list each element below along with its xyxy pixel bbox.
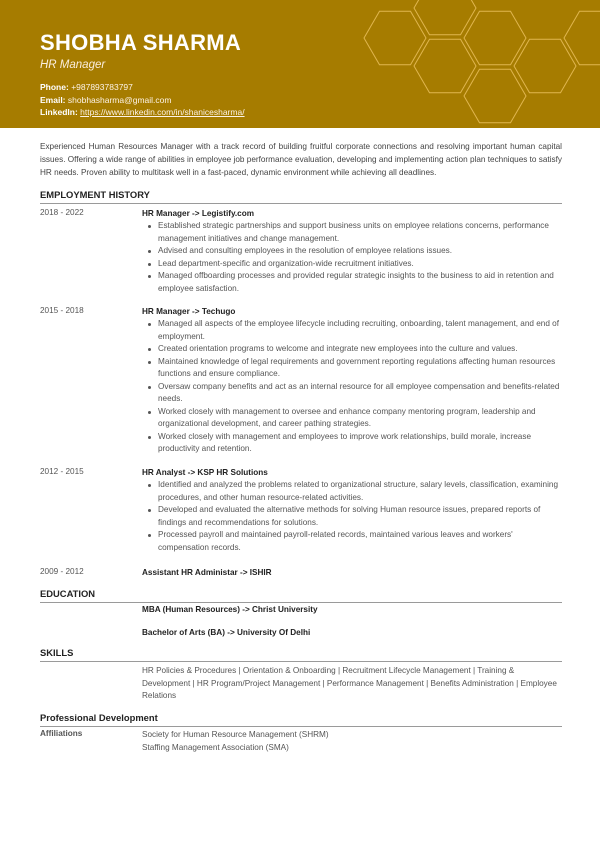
- degree: MBA (Human Resources) -> Christ University: [142, 605, 318, 614]
- affiliation-item: Staffing Management Association (SMA): [142, 742, 289, 752]
- phone-label: Phone:: [40, 82, 69, 92]
- bullet-item: Managed offboarding processes and provided regular strategic insights to the business to aid in retention and employee satisfaction.: [142, 270, 562, 295]
- job-title: HR Analyst -> KSP HR Solutions: [142, 468, 268, 477]
- bullet-item: Managed all aspects of the employee lifecycle including recruiting, onboarding, talent management, and end of employment.: [142, 318, 562, 343]
- job-title: HR Manager -> Legistify.com: [142, 209, 254, 218]
- bullet-item: Oversaw company benefits and act as an internal resource for all employee compensation and benefits-related needs.: [142, 381, 562, 406]
- bullet-item: Processed payroll and maintained payroll-related records, maintained various leaves and workers' compensation records.: [142, 529, 562, 554]
- professional-development-heading: Professional Development: [40, 712, 562, 727]
- phone-value: +987893783797: [71, 82, 133, 92]
- job-bullets: [142, 318, 562, 456]
- candidate-title: HR Manager: [40, 59, 106, 71]
- bullet-item: Identified and analyzed the problems related to organizational structure, salary levels, classification, examining procedures, and other human resource-related activities.: [142, 479, 562, 504]
- bullet-item: Worked closely with management and employees to improve work relationships, build morale, increase productivity and retention.: [142, 431, 562, 456]
- bullet-item: Established strategic partnerships and support business units on employee relations concerns, performance management initiatives and change management.: [142, 220, 562, 245]
- bullet-item: Lead department-specific and organization-wide recruitment initiatives.: [142, 258, 562, 271]
- job-bullets: [142, 220, 562, 295]
- candidate-name: SHOBHA SHARMA: [40, 30, 242, 55]
- affiliations-label: Affiliations: [40, 729, 83, 738]
- email-label: Email:: [40, 94, 66, 105]
- job-dates: 2009 - 2012: [40, 567, 84, 576]
- affiliation-item: Society for Human Resource Management (SHRM): [142, 730, 329, 739]
- skills-list: HR Policies & Procedures | Orientation & Onboarding | Recruitment Lifecycle Management | Training & Development | HR Program/Project Management | Performance Management | Benefits Administration | Employee Relations: [142, 666, 557, 700]
- job-title: HR Manager -> Techugo: [142, 307, 236, 316]
- linkedin-line: [40, 106, 245, 119]
- job-bullets: [142, 479, 562, 554]
- education-heading: EDUCATION: [40, 588, 562, 603]
- email-line: [40, 94, 245, 107]
- job-title: Assistant HR Administar -> ISHIR: [142, 568, 272, 577]
- skills-heading: SKILLS: [40, 647, 562, 662]
- professional-summary: Experienced Human Resources Manager with a track record of building fruitful corporate connections and resolving important human capital issues. Offering a wide range of abilities in employee job performance evaluation, developing and implementing action plan techniques to satisfy HR needs. Proven ability to multitask well in a fast-paced, dynamic environment while achieving all deadlines.: [40, 142, 562, 177]
- phone-line: [40, 81, 245, 94]
- bullet-item: Created orientation programs to welcome and integrate new employees into the culture and values.: [142, 343, 562, 356]
- employment-history-heading: EMPLOYMENT HISTORY: [40, 189, 562, 204]
- bullet-item: Worked closely with management to oversee and enhance company mentoring program, leadership and organizational development, and career pathing strategies.: [142, 406, 562, 431]
- email-value: shobhasharma@gmail.com: [67, 94, 172, 105]
- degree: Bachelor of Arts (BA) -> University Of Delhi: [142, 628, 311, 637]
- bullet-item: Advised and consulting employees in the resolution of employee relations issues.: [142, 245, 562, 258]
- resume-header: [0, 0, 600, 128]
- bullet-item: Maintained knowledge of legal requirements and government reporting regulations affecting human resources functions and ensure compliance.: [142, 356, 562, 381]
- linkedin-label: LinkedIn:: [40, 107, 78, 117]
- job-dates: 2012 - 2015: [40, 467, 84, 476]
- linkedin-link[interactable]: https://www.linkedin.com/in/shanicesharma/: [80, 107, 245, 117]
- job-dates: 2018 - 2022: [40, 208, 84, 217]
- contact-info: [40, 81, 245, 119]
- bullet-item: Developed and evaluated the alternative methods for solving Human resource issues, prepared reports of findings and recommendations for solutions.: [142, 504, 562, 529]
- job-dates: 2015 - 2018: [40, 306, 84, 315]
